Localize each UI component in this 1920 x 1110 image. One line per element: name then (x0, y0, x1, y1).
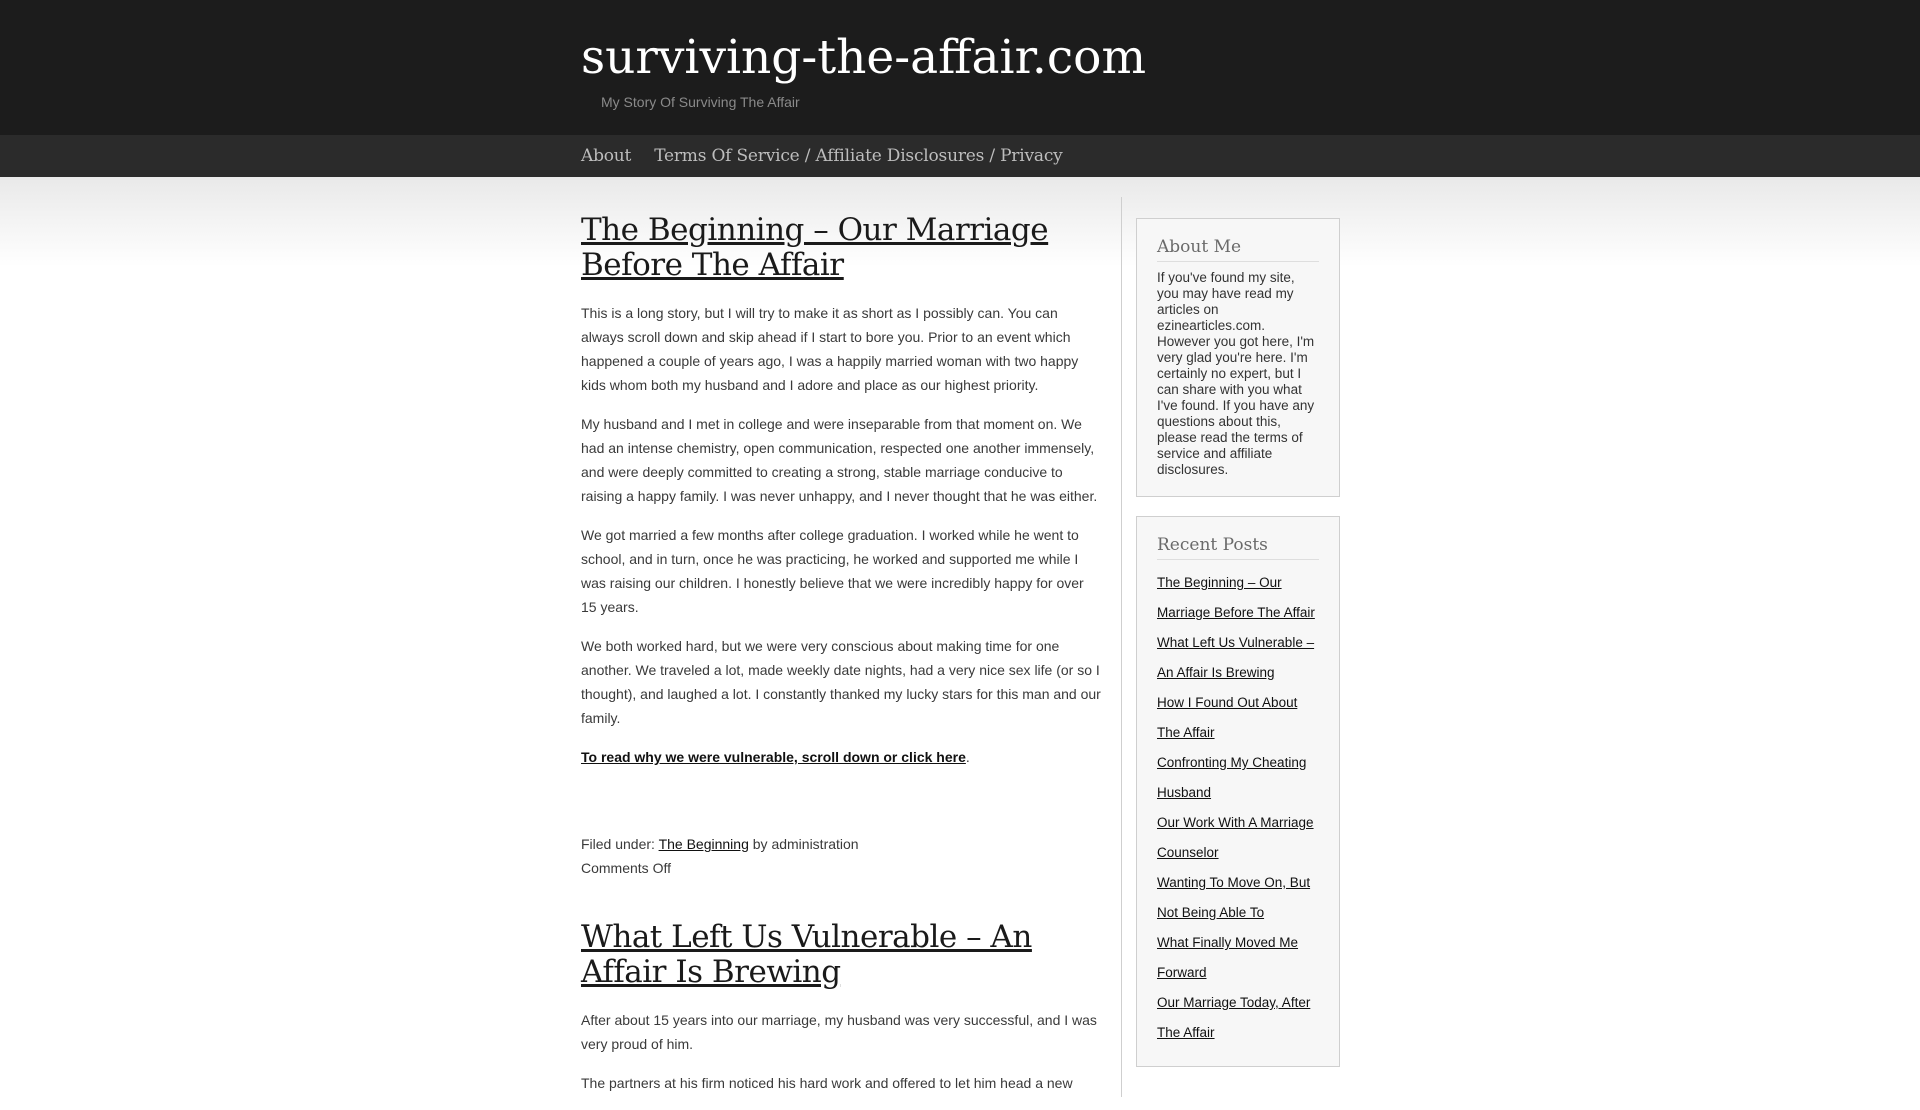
sidebar (1136, 218, 1340, 1086)
post-paragraph: The partners at his firm noticed his hard work and offered to let him head a new (581, 1075, 1073, 1091)
main-content (581, 213, 1103, 1110)
post-paragraph: We both worked hard, but we were very conscious about making time for one another. We traveled a lot, made weekly date nights, had a very nice sex life (or so I thought), and laughed a lot. I constantly thanked my lucky stars for this man and our family. (581, 638, 1101, 726)
post (581, 920, 1103, 1095)
recent-post-link[interactable]: Confronting My Cheating Husband (1157, 755, 1307, 800)
site-title[interactable]: surviving-the-affair.com (581, 30, 1147, 85)
column-divider (1121, 197, 1122, 1097)
post-meta (581, 832, 1103, 880)
list-item (1157, 868, 1319, 928)
post-title-link[interactable]: What Left Us Vulnerable – An Affair Is Brewing (581, 919, 1032, 990)
post (581, 213, 1103, 880)
read-more-line (581, 745, 1103, 769)
post-title (581, 213, 1103, 283)
recent-post-link[interactable]: What Left Us Vulnerable – An Affair Is Brewing (1157, 635, 1315, 680)
category-link[interactable]: The Beginning (658, 836, 749, 852)
recent-post-link[interactable]: Our Marriage Today, After The Affair (1157, 995, 1311, 1040)
post-author: by administration (752, 836, 859, 852)
content-area (0, 177, 1920, 1091)
site-header (0, 0, 1920, 135)
recent-post-link[interactable]: How I Found Out About The Affair (1157, 695, 1298, 740)
recent-posts-list (1157, 568, 1319, 1048)
recent-posts-title: Recent Posts (1157, 535, 1319, 560)
recent-posts-widget (1136, 516, 1340, 1067)
post-paragraph: After about 15 years into our marriage, my husband was very successful, and I was very proud of him. (581, 1012, 1097, 1052)
list-item (1157, 748, 1319, 808)
list-item (1157, 568, 1319, 628)
list-item (1157, 988, 1319, 1048)
recent-post-link[interactable]: What Finally Moved Me Forward (1157, 935, 1299, 980)
read-more-link[interactable]: To read why we were vulnerable, scroll down or click here (581, 749, 966, 765)
list-item (1157, 808, 1319, 868)
comments-status: Comments Off (581, 860, 671, 876)
post-paragraph: This is a long story, but I will try to make it as short as I possibly can. You can always scroll down and skip ahead if I start to bore you. Prior to an event which happened a couple of years ago, I was a happily married woman with two happy kids whom both my husband and I adore and place as our highest priority. (581, 305, 1079, 393)
post-title (581, 920, 1103, 990)
post-title-link[interactable]: The Beginning – Our Marriage Before The Affair (581, 212, 1049, 283)
about-text: If you've found my site, you may have read my articles on ezinearticles.com. However you got here, I'm very glad you're here. I'm certainly no expert, but I can share with you what I've found. If you have any questions about this, please read the terms of service and affiliate disclosures. (1157, 270, 1315, 477)
list-item (1157, 928, 1319, 988)
recent-post-link[interactable]: Our Work With A Marriage Counselor (1157, 815, 1314, 860)
about-widget (1136, 218, 1340, 497)
post-paragraph: We got married a few months after college graduation. I worked while he went to school, and in turn, once he was practicing, he worked and supported me while I was raising our children. I honestly believe that we were incredibly happy for over 15 years. (581, 527, 1084, 615)
nav-terms[interactable]: Terms Of Service / Affiliate Disclosures / Privacy (654, 146, 1063, 166)
post-paragraph: My husband and I met in college and were inseparable from that moment on. We had an intense chemistry, open communication, respected one another immensely, and were deeply committed to creating a strong, stable marriage conducive to raising a happy family. I was never unhappy, and I never thought that he was either. (581, 416, 1098, 504)
nav-about[interactable]: About (581, 146, 632, 166)
list-item (1157, 688, 1319, 748)
recent-post-link[interactable]: The Beginning – Our Marriage Before The Affair (1157, 575, 1315, 620)
main-nav (0, 135, 1920, 177)
filed-label: Filed under: (581, 836, 655, 852)
list-item (1157, 628, 1319, 688)
about-widget-title: About Me (1157, 237, 1319, 262)
site-tagline: My Story Of Surviving The Affair (601, 94, 800, 110)
recent-post-link[interactable]: Wanting To Move On, But Not Being Able To (1157, 875, 1311, 920)
read-more-suffix: . (965, 749, 970, 765)
